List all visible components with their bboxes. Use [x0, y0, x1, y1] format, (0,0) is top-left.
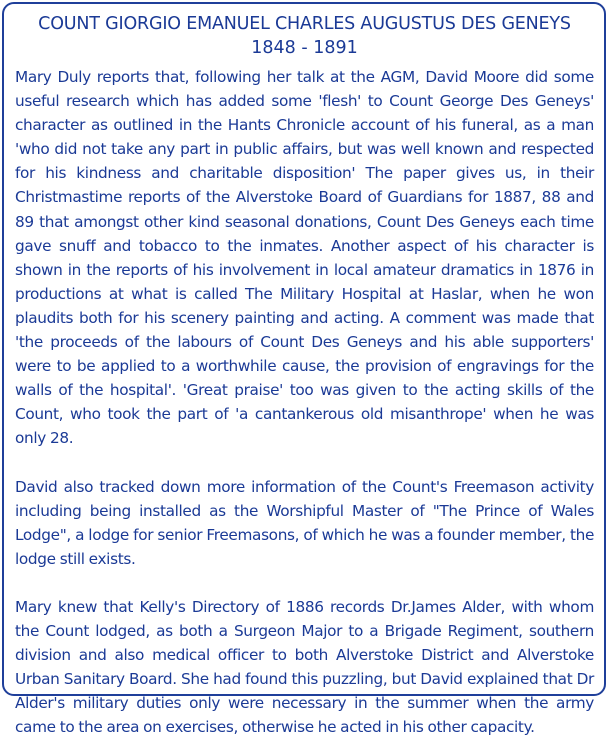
paragraph-research: Mary Duly reports that, following her talk at the AGM, David Moore did some useful research which has added some 'flesh' to Count George Des Geneys' character as outlined in the Hants Chronicle account of his funeral, as a man 'who did not take any part in public affairs, but was well known and respected for his kindness and charitable disposition' The paper gives us, in their Christmastime reports of the Alverstoke Board of Guardians for 1887, 88 and 89 that amongst other kind seasonal donations, Count Des Geneys each time gave snuff and tobacco to the inmates. Another aspect of his character is shown in the reports of his involvement in local amateur dramatics in 1876 in productions at what is called The Military Hospital at Haslar, when he won plaudits both for his scenery painting and acting. A comment was made that 'the proceeds of the labours of Count Des Geneys and his able supporters' were to be applied to a worthwhile cause, the provision of engravings for the walls of the hospital'. 'Great praise' too was given to the acting skills of the Count, who took the part of 'a cantankerous old misanthrope' when he was only 28.: [15, 68, 594, 448]
article-frame: [2, 2, 606, 737]
article-title: COUNT GIORGIO EMANUEL CHARLES AUGUSTUS DES GENEYS: [38, 14, 571, 34]
article-dates: 1848 - 1891: [251, 38, 358, 58]
paragraph-freemason: David also tracked down more information of the Count's Freemason activity including being installed as the Worshipful Master of "The Prince of Wales Lodge", a lodge for senior Freemasons, of which he was a founder member, the lodge still exists.: [15, 477, 594, 568]
paragraph-directory: Mary knew that Kelly's Directory of 1886 records Dr.James Alder, with whom the Count lodged, as both a Surgeon Major to a Brigade Regiment, southern division and also medical officer to both Alverstoke District and Alverstoke Urban Sanitary Board. She had found this puzzling, but David explained that Dr Alder's military duties only were necessary in the summer when the army came to the area on exercises, otherwise he acted in his other capacity.: [15, 597, 594, 737]
paragraph-spacer: [15, 571, 594, 595]
paragraph-spacer: [15, 451, 594, 475]
